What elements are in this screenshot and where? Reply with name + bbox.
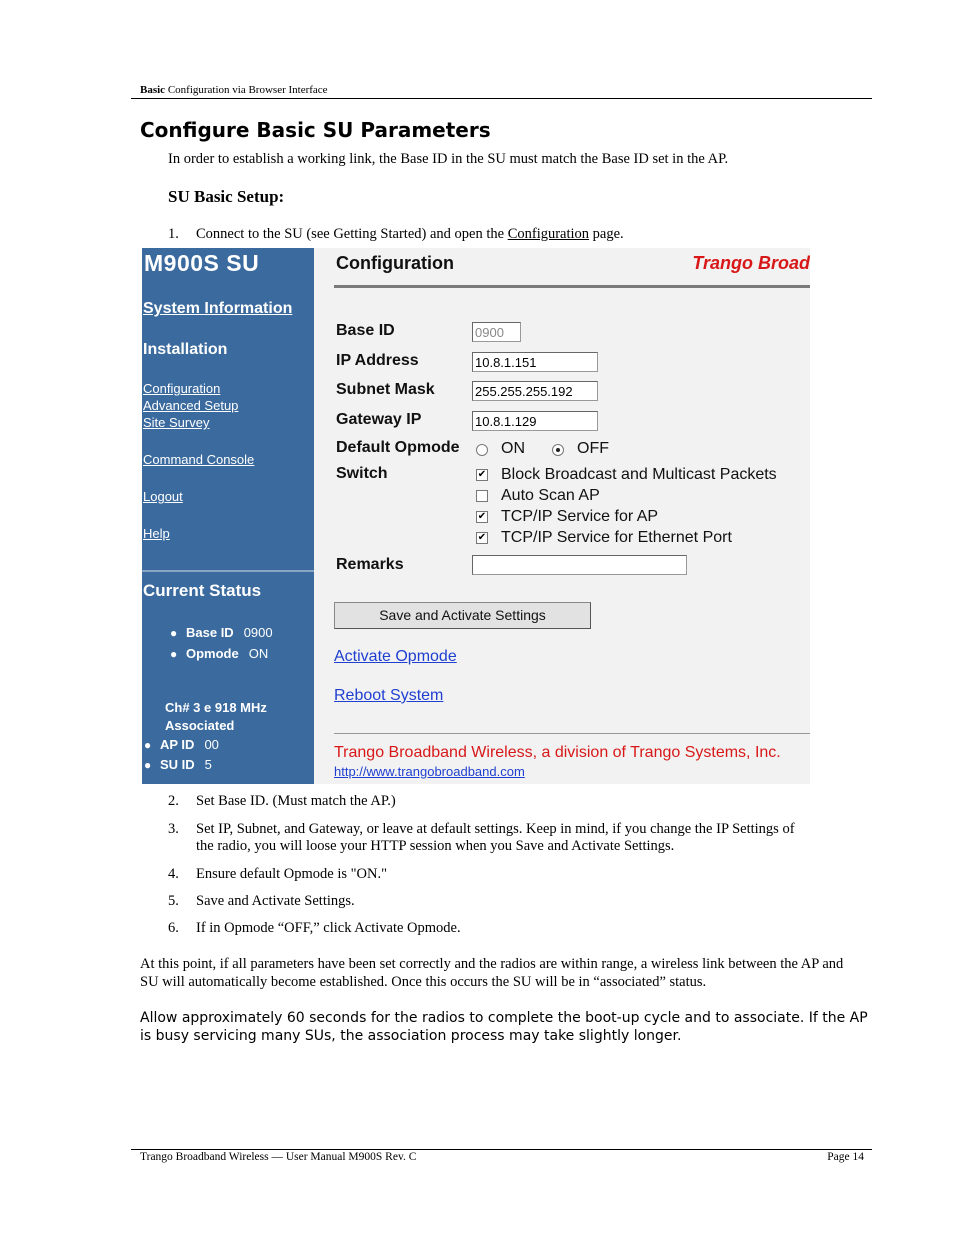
status-channel: Ch# 3 e 918 MHz	[165, 700, 267, 715]
default-opmode-label: Default Opmode	[336, 439, 460, 456]
step-5	[168, 893, 858, 913]
step-text: Set IP, Subnet, and Gateway, or leave at default settings. Keep in mind, if you change the IP Settings of	[196, 821, 795, 837]
bullet-icon: ●	[170, 647, 178, 661]
opmode-on-radio[interactable]	[476, 444, 488, 456]
step-4	[168, 866, 858, 886]
brand-logo-text: Trango Broad	[692, 253, 810, 273]
page-number: Page 14	[827, 1151, 864, 1163]
step-number: 6.	[168, 920, 179, 936]
title-rule	[334, 285, 810, 288]
step-1	[168, 226, 768, 246]
association-paragraph: At this point, if all parameters have been set correctly and the radios are within range, a wireless link between the AP and SU will automatically become established. Once this occurs the SU will be in “associated” status.	[140, 956, 844, 990]
step-text: Ensure default Opmode is "ON."	[196, 866, 388, 882]
header-rule	[131, 98, 872, 99]
ip-address-input[interactable]: 10.8.1.151	[472, 352, 598, 372]
subnet-mask-label: Subnet Mask	[336, 381, 435, 398]
step-text: Save and Activate Settings.	[196, 893, 355, 909]
bullet-icon: ●	[170, 626, 178, 640]
tcpip-ap-label: TCP/IP Service for AP	[501, 508, 659, 525]
step-number: 3.	[168, 821, 179, 837]
tcpip-ethernet-label: TCP/IP Service for Ethernet Port	[501, 529, 732, 546]
current-status-heading: Current Status	[143, 581, 262, 600]
bullet-icon: ●	[144, 758, 152, 772]
opmode-on-label: ON	[501, 440, 525, 457]
running-header-text: Configuration via Browser Interface	[167, 84, 328, 96]
sidebar-item-site-survey[interactable]: Site Survey	[143, 415, 210, 430]
sidebar-item-advanced-setup[interactable]: Advanced Setup	[143, 398, 239, 413]
step-2	[168, 793, 858, 813]
config-screenshot	[142, 248, 810, 784]
save-activate-button[interactable]: Save and Activate Settings	[334, 602, 591, 629]
footer-rule	[334, 733, 810, 734]
sidebar-item-command-console[interactable]: Command Console	[143, 452, 255, 467]
section-title: Configure Basic SU Parameters	[140, 118, 491, 142]
step-number: 4.	[168, 866, 179, 882]
status-ap-id: AP ID 00	[160, 737, 219, 752]
tcpip-ethernet-checkbox[interactable]: ✔	[477, 532, 487, 543]
config-title: Configuration	[336, 253, 454, 273]
step-6	[168, 920, 858, 940]
sidebar-item-logout[interactable]: Logout	[143, 489, 183, 504]
step-text-continued: the radio, you will loose your HTTP session when you Save and Activate Settings.	[196, 838, 675, 854]
bullet-icon: ●	[144, 738, 152, 752]
reboot-system-link[interactable]: Reboot System	[334, 687, 444, 704]
status-associated: Associated	[165, 718, 235, 733]
ip-address-label: IP Address	[336, 352, 419, 369]
activate-opmode-link[interactable]: Activate Opmode	[334, 648, 457, 665]
block-broadcast-checkbox[interactable]: ✔	[477, 469, 487, 480]
config-panel	[314, 248, 810, 784]
sidebar-item-configuration[interactable]: Configuration	[143, 381, 221, 396]
sidebar-divider	[142, 570, 314, 572]
remarks-label: Remarks	[336, 556, 404, 573]
step-number: 5.	[168, 893, 179, 909]
opmode-off-label: OFF	[577, 440, 609, 457]
auto-scan-ap-label: Auto Scan AP	[501, 487, 600, 504]
status-opmode: Opmode ON	[186, 646, 269, 661]
screenshot-footer-text: Trango Broadband Wireless, a division of Trango Systems, Inc.	[334, 744, 781, 761]
step-number: 2.	[168, 793, 179, 809]
running-header-bold: Basic	[140, 84, 166, 96]
tcpip-ap-checkbox[interactable]: ✔	[477, 511, 487, 522]
status-su-id: SU ID 5	[160, 757, 212, 772]
intro-text: In order to establish a working link, the Base ID in the SU must match the Base ID set in the AP.	[168, 151, 729, 167]
running-header	[140, 84, 328, 96]
sidebar-item-help[interactable]: Help	[143, 526, 170, 541]
footer-left: Trango Broadband Wireless — User Manual M900S Rev. C	[140, 1151, 417, 1163]
block-broadcast-label: Block Broadcast and Multicast Packets	[501, 466, 777, 483]
step-number: 1.	[168, 226, 179, 242]
switch-label: Switch	[336, 465, 388, 482]
step-text-end: page.	[589, 226, 624, 242]
auto-scan-ap-checkbox[interactable]	[476, 490, 488, 502]
subnet-mask-input[interactable]: 255.255.255.192	[472, 381, 598, 401]
sidebar	[142, 248, 314, 784]
base-id-label: Base ID	[336, 322, 395, 339]
step-3	[168, 821, 858, 859]
subsection-title: SU Basic Setup:	[168, 187, 285, 206]
screenshot-footer-url[interactable]: http://www.trangobroadband.com	[334, 764, 525, 779]
boot-cycle-paragraph: Allow approximately 60 seconds for the radios to complete the boot-up cycle and to associate. If the AP is busy servicing many SUs, the association process may take slightly longer.	[140, 1010, 868, 1044]
step-text: If in Opmode “OFF,” click Activate Opmode.	[196, 920, 461, 936]
sidebar-item-system-information[interactable]: System Information	[143, 300, 293, 317]
remarks-input[interactable]	[472, 555, 687, 575]
step-text: Connect to the SU (see Getting Started) and open the	[196, 226, 508, 242]
opmode-off-radio[interactable]	[552, 444, 564, 456]
base-id-input[interactable]: 0900	[472, 322, 521, 342]
step-text: Set Base ID. (Must match the AP.)	[196, 793, 396, 809]
configuration-link[interactable]: Configuration	[507, 226, 590, 242]
status-base-id: Base ID 0900	[186, 625, 273, 640]
gateway-ip-input[interactable]: 10.8.1.129	[472, 411, 598, 431]
gateway-ip-label: Gateway IP	[336, 411, 422, 428]
sidebar-heading-installation: Installation	[143, 341, 228, 358]
footer-rule-page	[131, 1149, 872, 1150]
sidebar-brand: M900S SU	[144, 250, 260, 276]
